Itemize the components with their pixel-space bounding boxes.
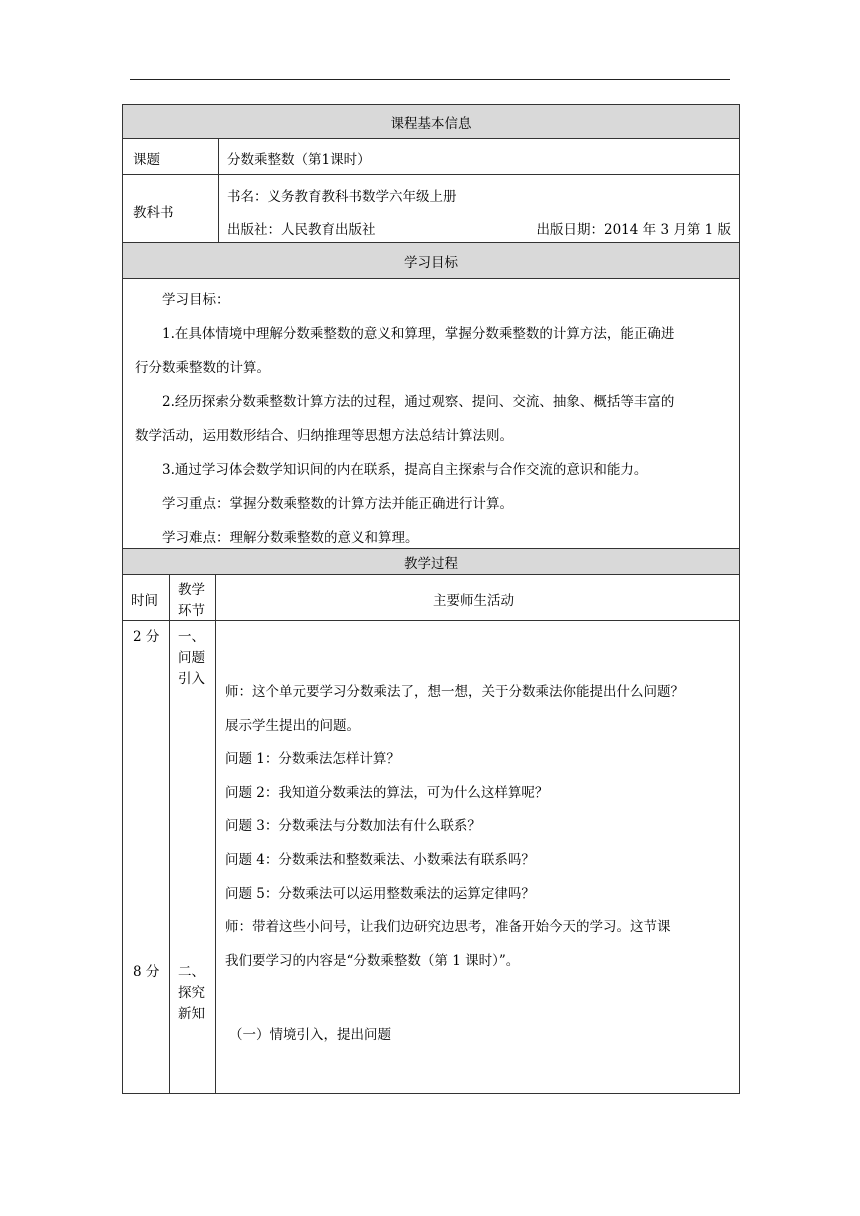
process-body: [123, 621, 739, 1093]
goals-content: [123, 279, 739, 549]
stage-2-line-1: 二、: [178, 964, 205, 980]
activity-line: 问题 4：分数乘法和整数乘法、小数乘法有联系吗？: [225, 851, 535, 868]
goal-1-line-1: 1.在具体情境中理解分数乘整数的意义和算理，掌握分数乘整数的计算方法，能正确进: [162, 326, 675, 342]
process-header-row: [123, 575, 739, 621]
activity-line: 问题 2：我知道分数乘法的算法，可为什么这样算呢？: [225, 784, 549, 801]
goals-title: 学习目标: [404, 254, 458, 271]
stage-1-line-1: 一、: [178, 629, 205, 645]
goals-intro: 学习目标：: [162, 292, 230, 308]
time-1: 2 分: [133, 629, 160, 645]
topic-row: [123, 139, 739, 175]
goals-band: [123, 243, 739, 279]
activity-line: 问题 3：分数乘法与分数加法有什么联系？: [225, 818, 481, 835]
process-title: 教学过程: [404, 555, 458, 572]
col-activity: 主要师生活动: [433, 593, 514, 609]
sub-heading: （一）情境引入，提出问题: [229, 1027, 391, 1043]
publish-date: 出版日期：2014 年 3 月第 1 版: [536, 222, 731, 238]
textbook-row: [123, 175, 739, 243]
activity-line: 问题 1：分数乘法怎样计算？: [225, 751, 400, 768]
time-2: 8 分: [133, 964, 160, 980]
col-stage-line-1: 教学: [178, 582, 205, 598]
difficult-point: 学习难点：理解分数乘整数的意义和算理。: [162, 530, 419, 546]
stage-2-line-2: 探究: [178, 985, 205, 1001]
textbook-label: 教科书: [133, 205, 174, 221]
basic-info-band: [123, 105, 739, 139]
goal-3: 3.通过学习体会数学知识间的内在联系，提高自主探索与合作交流的意识和能力。: [162, 462, 648, 478]
activity-line: 展示学生提出的问题。: [225, 717, 360, 734]
basic-info-title: 课程基本信息: [390, 115, 472, 132]
activity-line: 问题 5：分数乘法可以运用整数乘法的运算定律吗？: [225, 885, 535, 902]
topic-label: 课题: [133, 152, 160, 168]
col-stage-line-2: 环节: [178, 603, 205, 619]
activity-line: 师：这个单元要学习分数乘法了，想一想，关于分数乘法你能提出什么问题？: [225, 684, 684, 700]
activity-line: 我们要学习的内容是“分数乘整数（第 1 课时）”。: [225, 952, 520, 969]
publisher: 出版社：人民教育出版社: [227, 222, 376, 238]
col-time: 时间: [131, 593, 158, 609]
book-name: 书名：义务教育教科书数学六年级上册: [227, 189, 457, 205]
goal-1-line-2: 行分数乘整数的计算。: [135, 360, 270, 376]
process-band: [123, 549, 739, 575]
header-rule: [130, 79, 730, 80]
goal-2-line-2: 数学活动，运用数形结合、归纳推理等思想方法总结计算法则。: [135, 428, 513, 444]
stage-2-line-3: 新知: [178, 1006, 205, 1022]
lesson-plan-table: [122, 104, 740, 1094]
topic-value: 分数乘整数（第1课时）: [227, 152, 371, 168]
key-point: 学习重点：掌握分数乘整数的计算方法并能正确进行计算。: [162, 496, 513, 512]
stage-1-line-2: 问题: [178, 650, 205, 666]
stage-1-line-3: 引入: [178, 671, 205, 687]
goal-2-line-1: 2.经历探索分数乘整数计算方法的过程，通过观察、提问、交流、抽象、概括等丰富的: [162, 394, 675, 410]
activity-line: 师：带着这些小问号，让我们边研究边思考，准备开始今天的学习。这节课: [225, 919, 671, 936]
